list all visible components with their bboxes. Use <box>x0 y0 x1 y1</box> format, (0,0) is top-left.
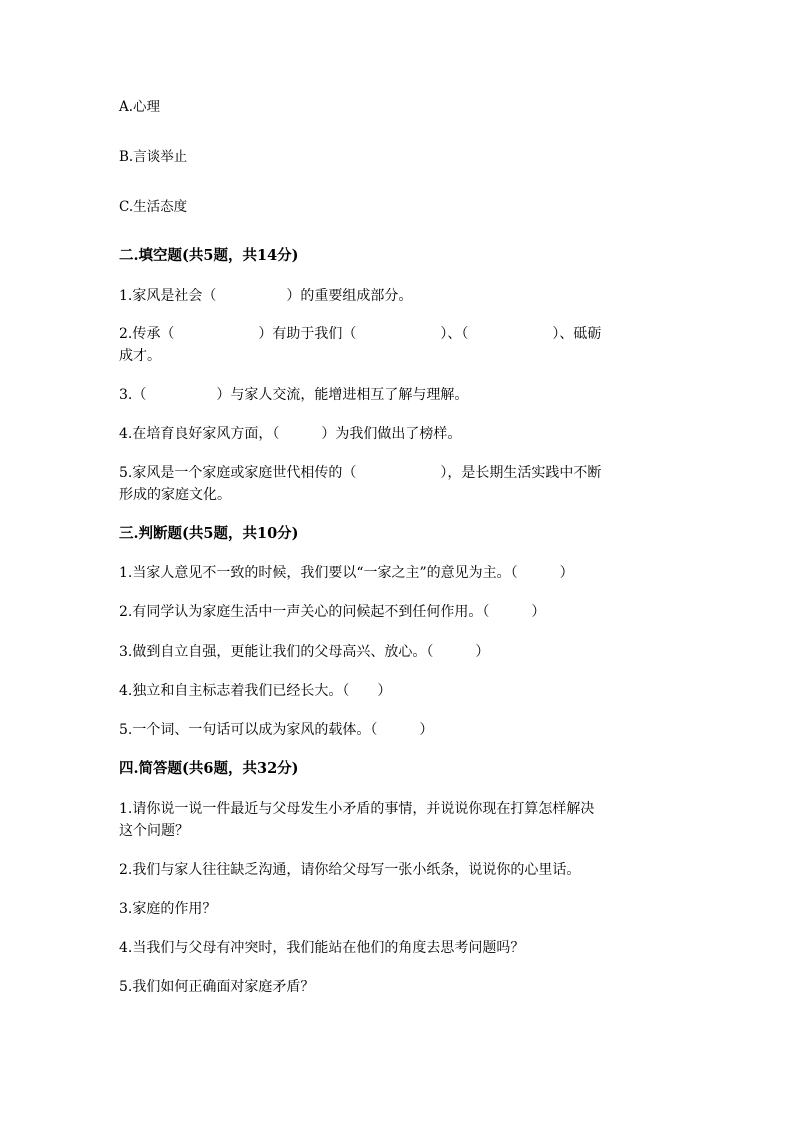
fill-question-5-line-2: 形成的家庭文化。 <box>119 487 231 503</box>
section-title-true-false: 三.判断题(共5题，共10分) <box>119 525 299 542</box>
short-question-1-line-1: 1.请你说一说一件最近与父母发生小矛盾的事情，并说说你现在打算怎样解决 <box>119 801 595 817</box>
judge-question-5: 5.一个词、一句话可以成为家风的载体。（ ） <box>119 722 434 738</box>
short-question-3: 3.家庭的作用？ <box>119 901 217 917</box>
fill-question-4: 4.在培育良好家风方面，（ ）为我们做出了榜样。 <box>119 426 462 442</box>
short-question-1-line-2: 这个问题？ <box>119 823 189 839</box>
section-title-short-answer: 四.简答题(共6题，共32分) <box>119 760 299 777</box>
judge-question-3: 3.做到自立自强，更能让我们的父母高兴、放心。（ ） <box>119 644 490 660</box>
fill-question-3: 3.（ ）与家人交流，能增进相互了解与理解。 <box>119 387 469 403</box>
short-question-4: 4.当我们与父母有冲突时，我们能站在他们的角度去思考问题吗？ <box>119 940 525 956</box>
fill-question-5-line-1: 5.家风是一个家庭或家庭世代相传的（ ），是长期生活实践中不断 <box>119 465 602 481</box>
judge-question-2: 2.有同学认为家庭生活中一声关心的问候起不到任何作用。（ ） <box>119 604 546 620</box>
option-a: A.心理 <box>119 99 161 115</box>
option-b: B.言谈举止 <box>119 149 188 165</box>
short-question-2: 2.我们与家人往往缺乏沟通，请你给父母写一张小纸条，说说你的心里话。 <box>119 862 581 878</box>
judge-question-4: 4.独立和自主标志着我们已经长大。（ ） <box>119 683 392 699</box>
fill-question-2-line-1: 2.传承（ ）有助于我们（ ）、（ ）、砥砺 <box>119 326 602 342</box>
judge-question-1: 1.当家人意见不一致的时候，我们要以“一家之主”的意见为主。（ ） <box>119 565 574 581</box>
section-title-fill-blank: 二.填空题(共5题，共14分) <box>119 247 299 264</box>
fill-question-1: 1.家风是社会（ ）的重要组成部分。 <box>119 288 413 304</box>
fill-question-2-line-2: 成才。 <box>119 348 161 364</box>
short-question-5: 5.我们如何正确面对家庭矛盾？ <box>119 979 315 995</box>
option-c: C.生活态度 <box>119 199 188 215</box>
